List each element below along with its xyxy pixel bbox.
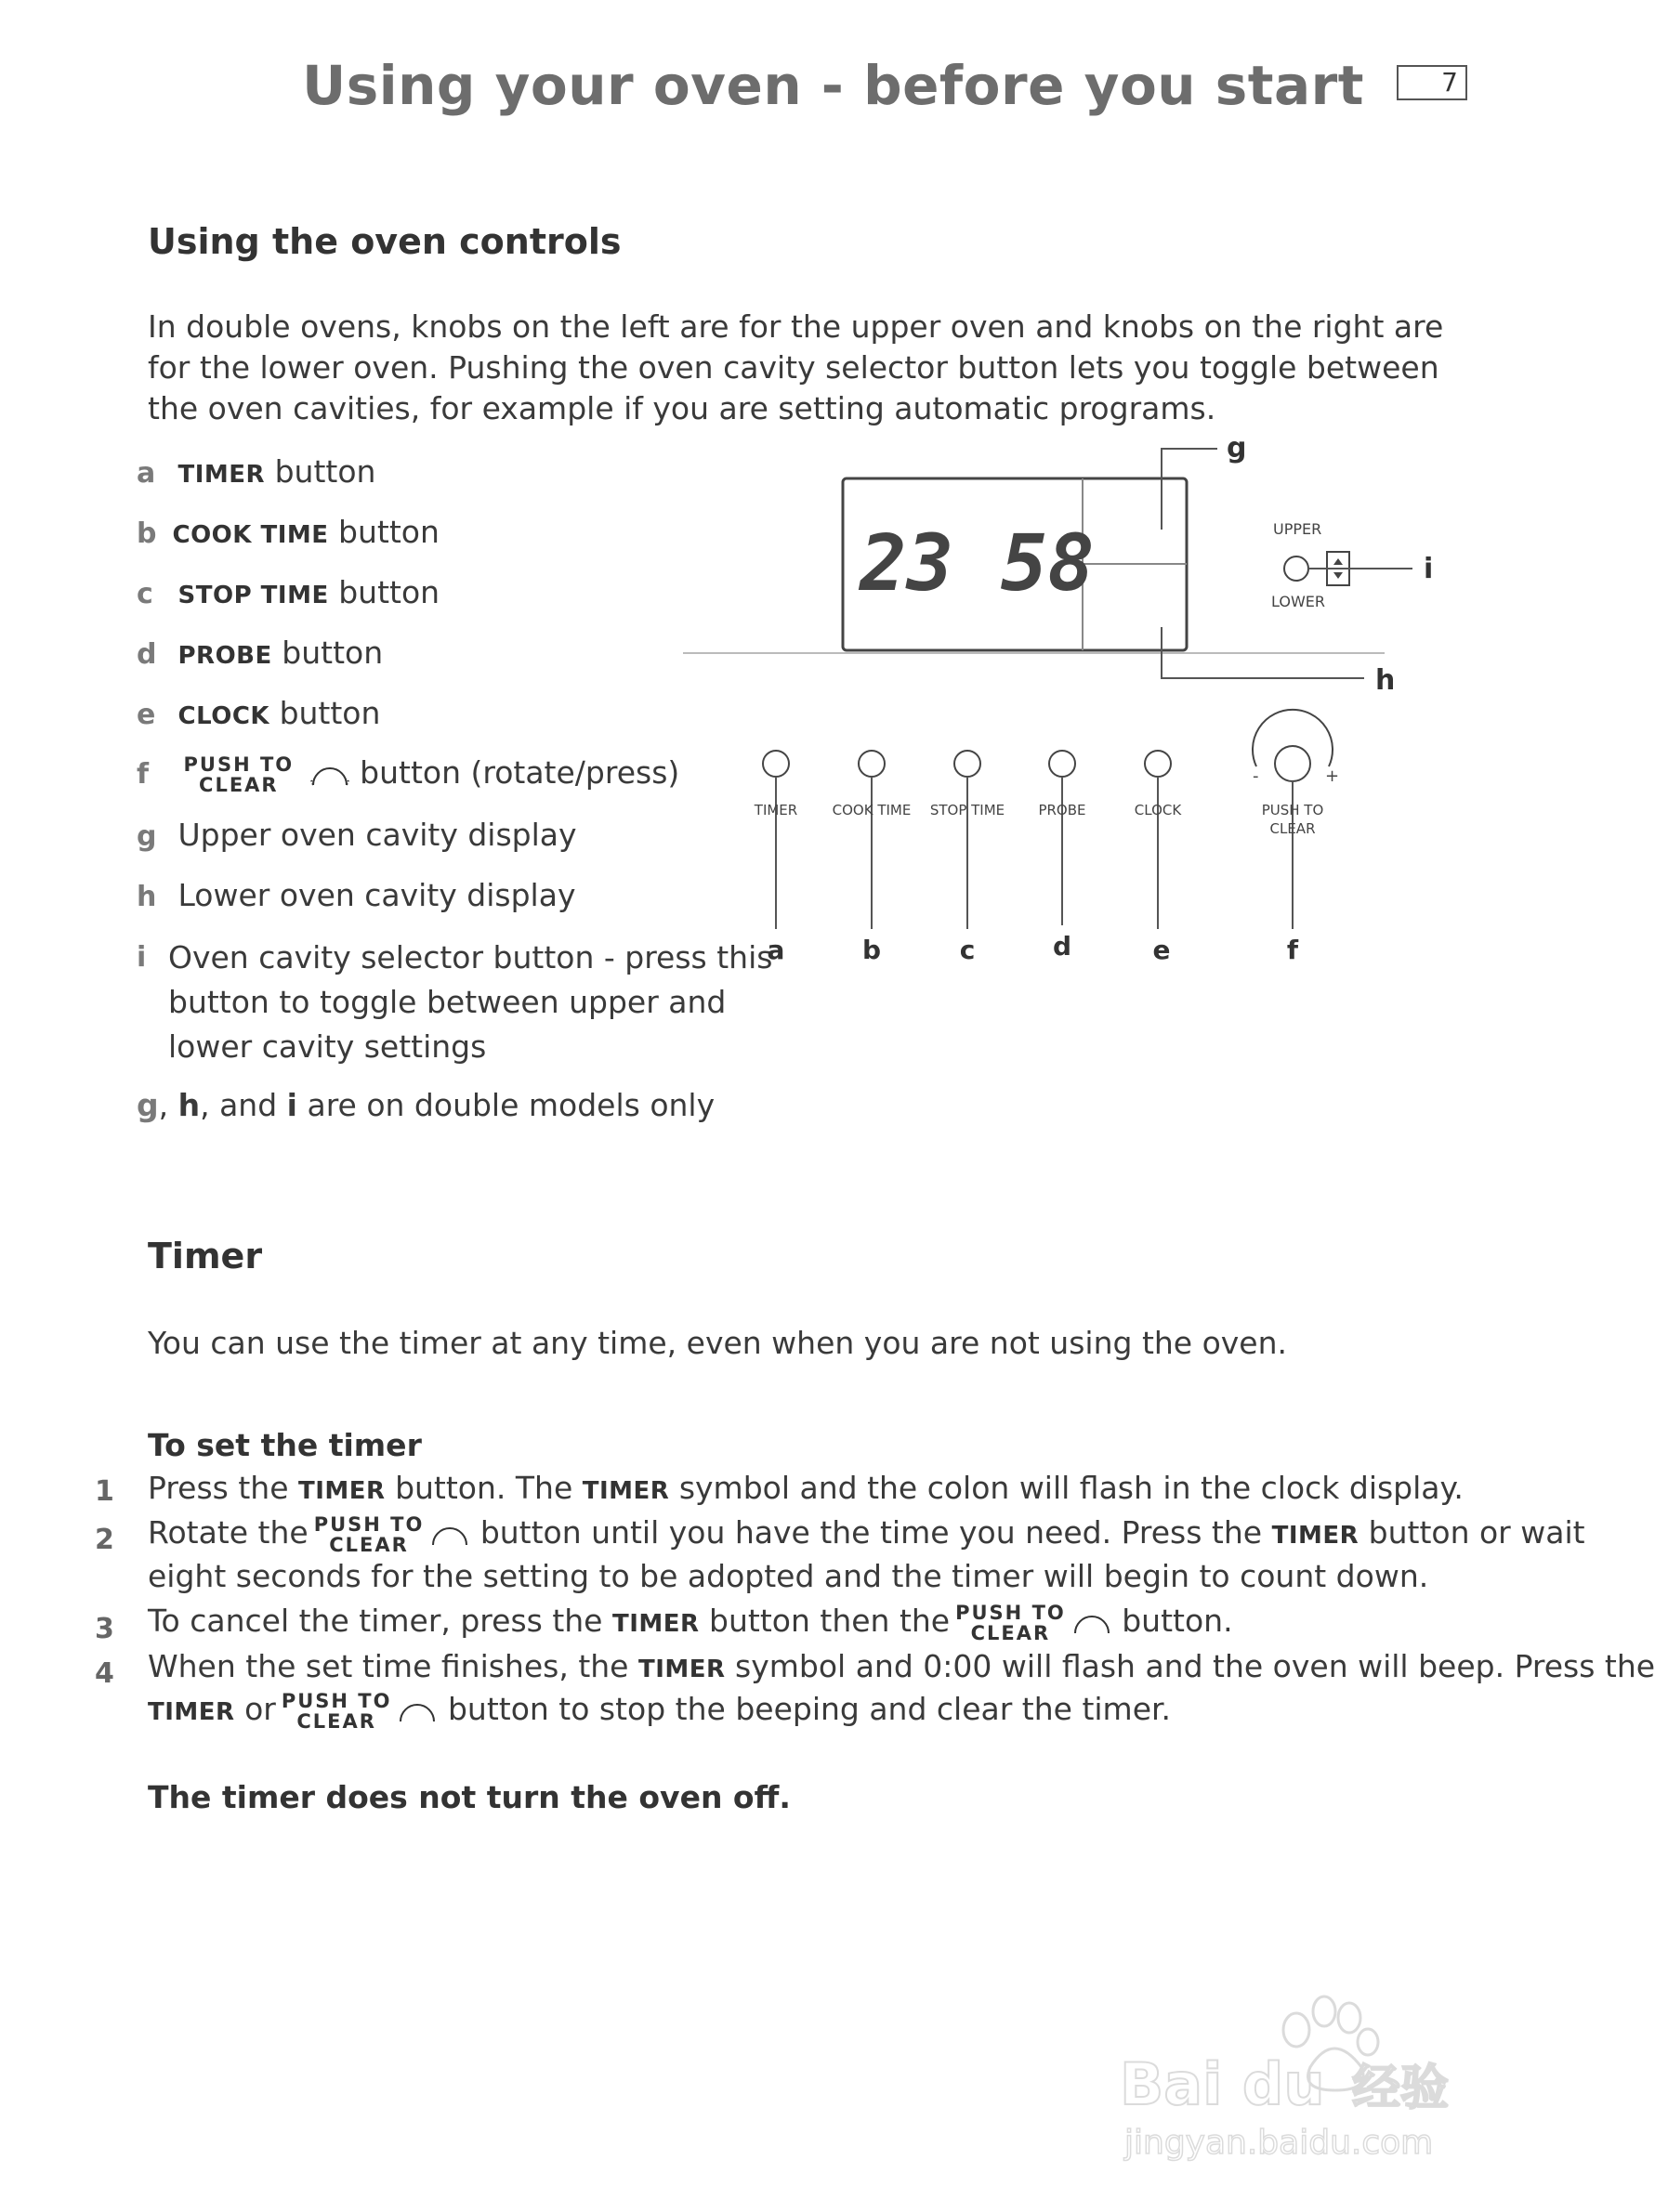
svg-text:TIMER: TIMER (754, 802, 798, 818)
upper-label: UPPER (1273, 520, 1322, 538)
item-letter: e (137, 699, 156, 731)
button-probe[interactable] (1038, 751, 1085, 962)
svg-text:-: - (1253, 766, 1259, 786)
push-to-clear-label: PUSH TO CLEAR (183, 753, 295, 796)
oven-control-panel-diagram (669, 418, 1487, 994)
control-item-upper-display (137, 815, 577, 857)
svg-text:a: a (767, 935, 785, 965)
item-text: button (338, 514, 440, 550)
callout-g: g (1227, 432, 1247, 465)
item-text: Upper oven cavity display (177, 817, 577, 853)
timer-warning: The timer does not turn the oven off. (148, 1779, 791, 1815)
control-item-clock (137, 693, 380, 737)
baidu-watermark (1106, 1979, 1496, 2165)
control-item-push-to-clear (137, 753, 679, 795)
svg-text:STOP TIME: STOP TIME (929, 802, 1005, 818)
section-heading-timer: Timer (148, 1236, 263, 1276)
watermark-url: jingyan.baidu.com (1124, 2124, 1434, 2162)
callout-i: i (1424, 553, 1434, 585)
item-name: STOP TIME (177, 582, 329, 609)
item-letter: d (137, 638, 157, 671)
svg-text:+: + (1325, 766, 1340, 786)
watermark-brand: Bai du (1120, 2050, 1325, 2118)
knob-icon (397, 1697, 438, 1725)
svg-text:COOK TIME: COOK TIME (832, 802, 912, 818)
double-models-note: g, h, and i are on double models only (137, 1087, 716, 1123)
display-digits: 23 58 (860, 517, 1095, 609)
item-text: button (279, 695, 381, 731)
step-number: 4 (95, 1657, 114, 1690)
svg-text:c: c (959, 935, 976, 965)
svg-text:PUSH TO: PUSH TO (1261, 802, 1324, 818)
timer-subheading: To set the timer (148, 1427, 422, 1463)
item-text: button (338, 574, 440, 610)
section-heading-controls: Using the oven controls (148, 221, 622, 262)
item-letter: f (137, 758, 150, 791)
item-text-line3: lower cavity settings (168, 1028, 487, 1065)
step-number: 1 (95, 1475, 114, 1508)
item-letter: b (137, 517, 157, 550)
control-item-cook-time (137, 512, 440, 556)
step-1: Press the TIMER button. The TIMER symbol and the colon will flash in the clock display. (148, 1470, 1464, 1506)
page-title: Using your oven - before you start (302, 54, 1364, 117)
svg-text:CLOCK: CLOCK (1134, 802, 1182, 818)
item-letter: a (137, 457, 156, 490)
step-4: When the set time finishes, the TIMER symbol and 0:00 will flash and the oven will beep. Press the (148, 1648, 1655, 1684)
lower-label: LOWER (1271, 593, 1325, 610)
step-3: To cancel the timer, press the TIMER button then the PUSH TO CLEAR button. (148, 1601, 1233, 1644)
item-text: button (rotate/press) (360, 754, 680, 791)
knob-icon (309, 761, 350, 789)
item-text: button (274, 453, 376, 490)
item-name: COOK TIME (172, 521, 329, 549)
cavity-selector-button[interactable] (1284, 556, 1308, 581)
item-text-line2: button to toggle between upper and (168, 984, 727, 1020)
knob-icon (1071, 1609, 1112, 1637)
controls-intro: In double ovens, knobs on the left are for the upper oven and knobs on the right are for the lower oven. Pushing the oven cavity selector button lets you toggle between the oven cavities, for example if you are setting automatic programs. (148, 308, 1444, 426)
svg-text:PROBE: PROBE (1038, 802, 1086, 818)
push-to-clear-knob[interactable] (1253, 710, 1339, 965)
item-name: CLOCK (177, 702, 270, 730)
svg-text:f: f (1286, 935, 1299, 965)
item-text: Lower oven cavity display (177, 877, 576, 913)
item-text: button (282, 635, 384, 671)
page-number: 7 (1397, 65, 1467, 100)
control-item-lower-display (137, 875, 575, 918)
item-letter: g (137, 820, 157, 853)
watermark-suffix: 经验 (1352, 2061, 1450, 2116)
button-timer[interactable] (754, 751, 797, 965)
svg-text:b: b (861, 935, 882, 965)
item-letter: c (137, 578, 153, 610)
step-number: 3 (95, 1613, 114, 1645)
button-clock[interactable] (1135, 751, 1183, 965)
item-letter: i (137, 941, 147, 974)
item-text-line1: Oven cavity selector button - press this (168, 939, 773, 975)
item-name: PROBE (177, 642, 272, 670)
control-item-timer (137, 452, 375, 495)
item-letter: h (137, 881, 157, 913)
knob-icon (429, 1521, 470, 1549)
step-2: Rotate the PUSH TO CLEAR button until you have the time you need. Press the TIMER button or wait (148, 1512, 1585, 1556)
timer-intro: You can use the timer at any time, even when you are not using the oven. (148, 1325, 1288, 1361)
step-number: 2 (95, 1524, 114, 1556)
item-name: TIMER (177, 461, 266, 489)
svg-text:CLEAR: CLEAR (1269, 820, 1316, 837)
control-item-stop-time (137, 572, 440, 616)
button-cook-time[interactable] (833, 751, 912, 965)
control-item-probe (137, 633, 383, 676)
callout-h: h (1375, 664, 1396, 697)
svg-text:d: d (1052, 931, 1072, 962)
step-2-continued: eight seconds for the setting to be adopted and the timer will begin to count down. (148, 1558, 1429, 1594)
button-stop-time[interactable] (930, 751, 1005, 965)
svg-text:e: e (1152, 935, 1171, 965)
step-4-continued: TIMER or PUSH TO CLEAR button to stop the beeping and clear the timer. (148, 1689, 1172, 1733)
